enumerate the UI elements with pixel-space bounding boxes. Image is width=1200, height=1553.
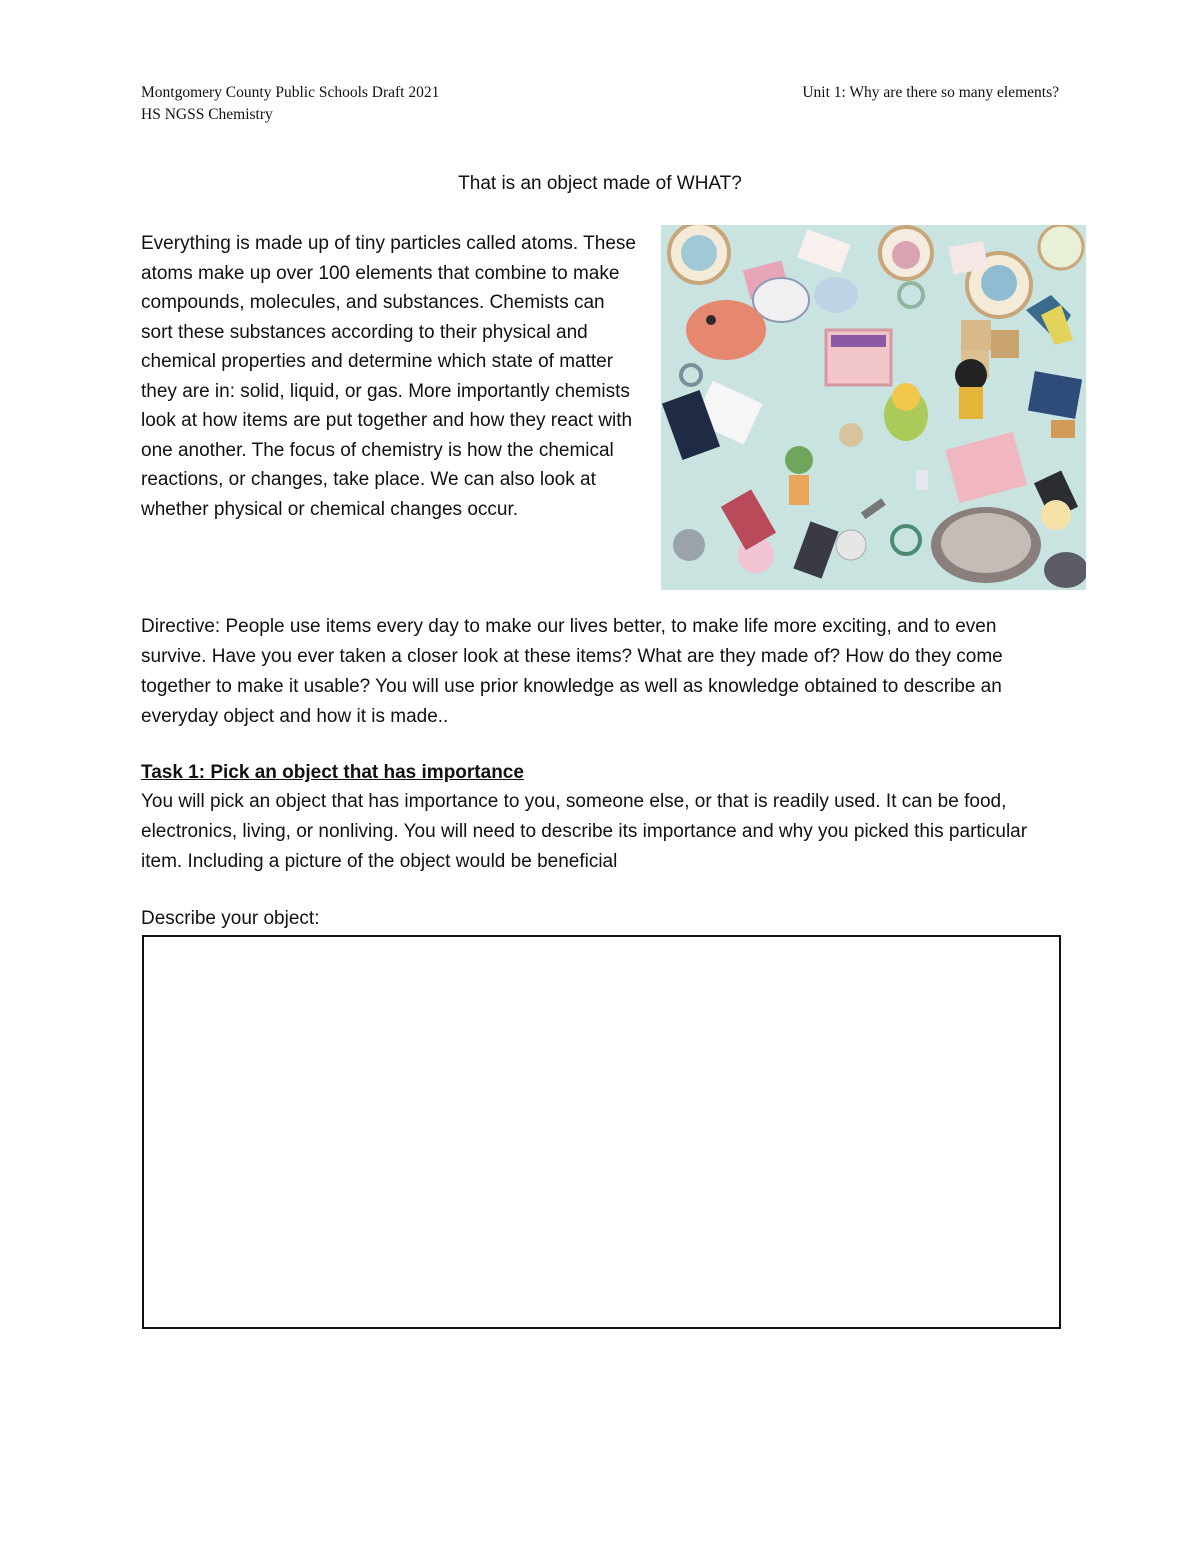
everyday-objects-photo <box>661 225 1086 590</box>
intro-paragraph: Everything is made up of tiny particles called atoms. These atoms make up over 100 elements that combine to make compounds, molecules, and substances. Chemists can sort these substances according to their physical and chemical properties and determine which state of matter they are in: solid, liquid, or gas. More importantly chemists look at how items are put together and how they react with one another. The focus of chemistry is how the chemical reactions, or changes, take place. We can also look at whether physical or chemical changes occur. <box>141 233 636 520</box>
header-unit: Unit 1: Why are there so many elements? <box>802 84 1059 101</box>
header-left <box>141 82 439 126</box>
task1-instructions: You will pick an object that has importance to you, someone else, or that is readily used. It can be food, electronics, living, or nonliving. You will need to describe its importance and why you picked this particular item. Including a picture of the object would be beneficial <box>141 791 1028 872</box>
task1-heading: Task 1: Pick an object that has importance <box>141 762 524 783</box>
describe-object-answer-box[interactable] <box>142 935 1061 1329</box>
header-district: Montgomery County Public Schools Draft 2021 <box>141 84 440 101</box>
directive-paragraph: Directive: People use items every day to make our lives better, to make life more exciting, and to even survive. Have you ever taken a closer look at these items? What are they made of? How do they come together to make it usable? You will use prior knowledge as well as knowledge obtained to describe an everyday object and how it is made.. <box>141 616 1003 727</box>
describe-object-label: Describe your object: <box>141 908 320 929</box>
page-title: That is an object made of WHAT? <box>458 173 742 194</box>
header-course: HS NGSS Chemistry <box>141 106 273 123</box>
